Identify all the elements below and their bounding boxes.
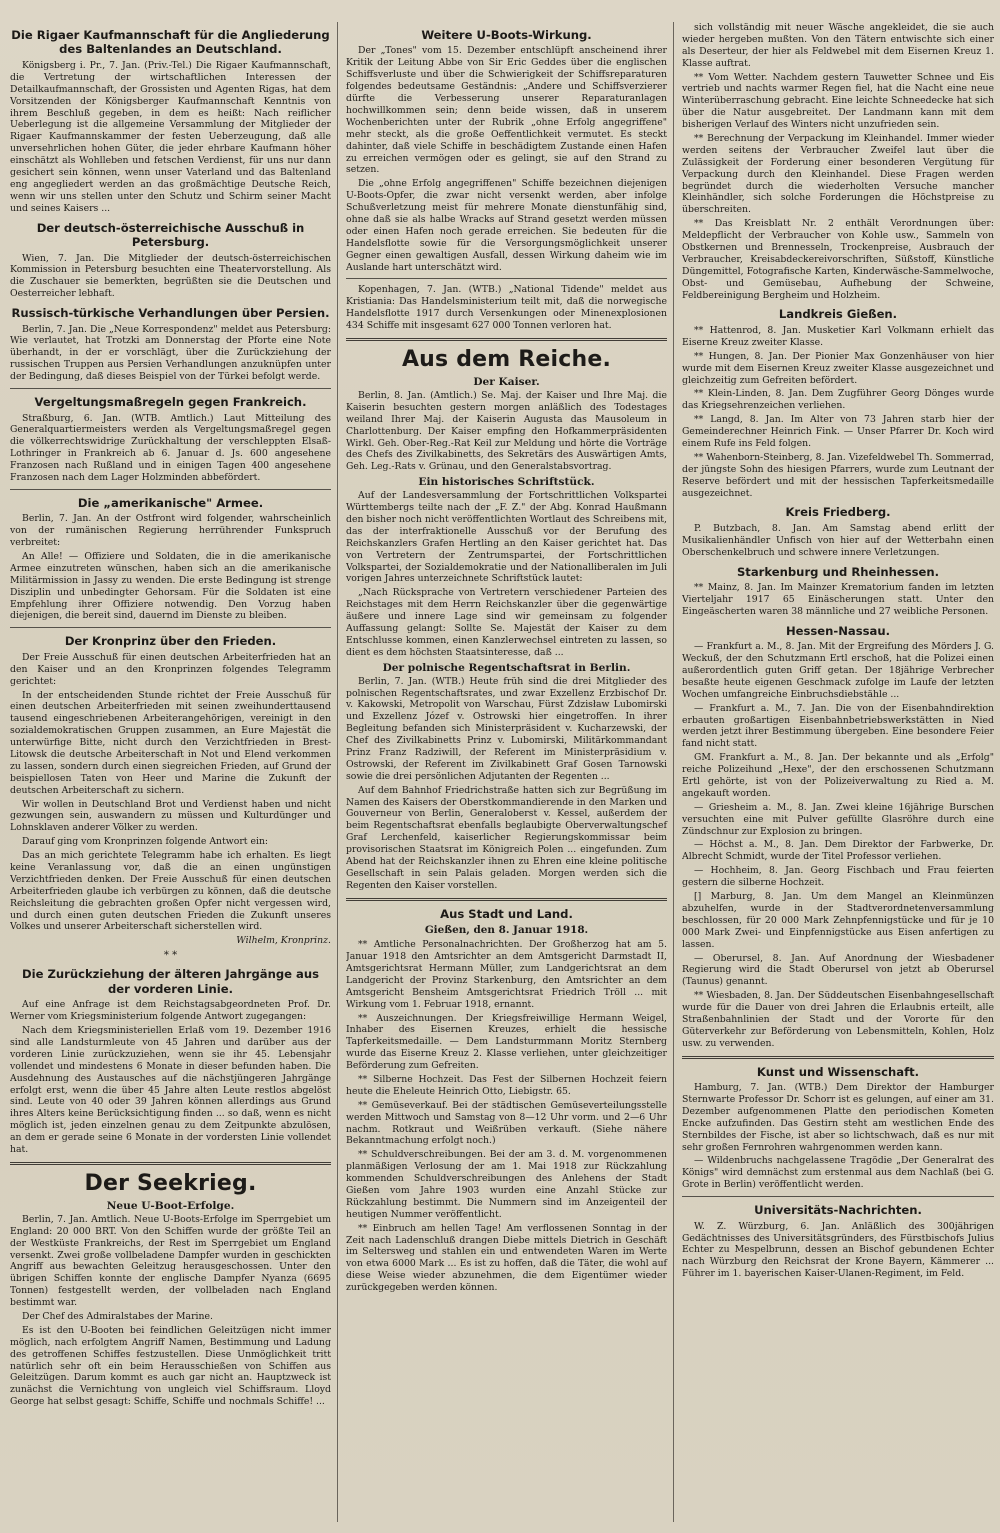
article-headline: Die Rigaer Kaufmannschaft für die Angliederung des Baltenlandes an Deutschland. bbox=[11, 28, 330, 57]
article-paragraph: Berlin, 7. Jan. (WTB.) Heute früh sind die drei Mitglieder des polnischen Regentschaftsrates, und zwar Exzellenz Erzbischof Dr. v. Kakowski, Metropolit von Warschau, Fürst Zdzisław Lubomirski und Exzellenz Józef v. Ostrowski hier eingetroffen. In ihrer Begleitung befanden sich Ministerpräsident v. Kucharzewski, der Chef des Zivilkabinetts Prinz v. Lubomirski, Militärkommandant Prinz Franz Radziwill, der Referent im Ministerpräsidium v. Ostrowski, der Referent im Zivilkabinett Graf Gosen Tarnowski sowie die drei persönlichen Adjutanten der Regenten ... bbox=[346, 675, 667, 782]
article-paragraph: — Höchst a. M., 8. Jan. Dem Direktor der Farbwerke, Dr. Albrecht Schmidt, wurde der Titel Professor verliehen. bbox=[682, 839, 994, 863]
article-paragraph: Berlin, 7. Jan. An der Ostfront wird folgender, wahrscheinlich von der rumänischen Regierung herrührender Funkspruch verbreitet: bbox=[10, 513, 331, 549]
article-headline: Der Kronprinz über den Frieden. bbox=[64, 634, 277, 649]
divider bbox=[346, 278, 667, 279]
article-paragraph: In der entscheidenden Stunde richtet der Freie Ausschuß für einen deutschen Arbeiterfrieden mit seinen zweihunderttausend tausend eingeschriebenen Arbeiterangehörigen, vereinigt in den sozialdemokratischen Gruppen zusammen, an Eure Majestät die unterwürfige Bitte, nicht durch den Verzichtfrieden in Brest-Litowsk die deutsche Arbeiterschaft in Not und Elend verkommen zu lassen, sondern durch einen siegreichen Frieden, auf Grund der beispiellosen Taten von Heer und Marine die Zukunft der deutschen Arbeiterschaft zu sichern. bbox=[10, 689, 331, 796]
article-subheadline: Der Kaiser. bbox=[473, 375, 540, 388]
article-paragraph: ** Schuldverschreibungen. Bei der am 3. d. M. vorgenommenen planmäßigen Verlosung der am 1. Mai 1918 zur Rückzahlung kommenden Schuldverschreibungen des Anlehens der Stadt Gießen vom Jahre 1903 wurden eine Anzahl Stücke zur Rückzahlung bestimmt. Die Nummern sind im Anzeigenteil der heutigen Nummer veröffentlicht. bbox=[346, 1149, 667, 1220]
article-paragraph: — Frankfurt a. M., 8. Jan. Mit der Ergreifung des Mörders J. G. Weckuß, der den Schutzmann Ertl erschoß, hat die Polizei einen außerordentlich guten Griff getan. Der 18jährige Verbrecher besaßte heute eigenen Geschmack zufolge im Laufe der letzten Wochen umfangreiche Einbruchsdiebstähle ... bbox=[682, 641, 994, 700]
article-subheadline: Der polnische Regentschaftsrat in Berlin. bbox=[382, 661, 631, 674]
signature: Wilhelm, Kronprinz. bbox=[236, 935, 331, 947]
article-headline: Aus Stadt und Land. bbox=[440, 906, 573, 921]
double-divider bbox=[10, 1162, 331, 1165]
article-paragraph: Nach dem Kriegsministeriellen Erlaß vom 19. Dezember 1916 sind alle Landsturmleute von 45 Jahren und darüber aus der vorderen Linie zurückzuziehen, wenn sie ihr 45. Lebensjahr vollendet und mindestens 6 Monate in dieser befunden haben. Die Ausdehnung des Austausches auf die nächstjüngeren Jahrgänge erfolgt erst, wenn die über 45 Jahre alten Leute restlos abgelöst sind. Leute von 40 oder 39 Jahren können allerdings aus Grund ihres Alters keine Berücksichtigung finden ... so daß, wenn es nicht möglich ist, jeden einzelnen genau zu dem Zeitpunkte abzulösen, an dem er gerade seine 6 Monate in der vordersten Linie vollendet hat. bbox=[10, 1025, 331, 1155]
divider bbox=[10, 489, 331, 490]
article-paragraph: Kopenhagen, 7. Jan. (WTB.) „National Tidende" meldet aus Kristiania: Das Handelsministerium teilt mit, daß die norwegische Handelsflotte 1917 durch Versenkungen oder Minenexplosionen 434 Schiffe mit insgesamt 627 000 Tonnen verloren hat. bbox=[346, 284, 667, 332]
article-paragraph: — Frankfurt a. M., 7. Jan. Die von der Eisenbahndirektion erbauten großartigen Eisenbahnbetriebswerkstätten in Nied werden jetzt ihrer Bestimmung übergeben. Eine besondere Feier fand nicht statt. bbox=[682, 702, 994, 750]
column-middle bbox=[346, 22, 674, 1522]
article-paragraph: Das an mich gerichtete Telegramm habe ich erhalten. Es liegt keine Veranlassung vor, daß die an einen ungünstigen Verzichtfrieden denken. Der Freie Ausschuß für einen deutschen Arbeiterfrieden glaube ich verbürgen zu können, daß die deutsche Reichsleitung die gebrachten großen Opfer nicht vergessen wird, und durch einen guten deutschen Frieden die Zukunft unseres Volkes und unserer Arbeiterschaft sicherstellen wird. bbox=[10, 850, 331, 933]
article-paragraph: ** Silberne Hochzeit. Das Fest der Silbernen Hochzeit feiern heute die Eheleute Heinrich Otto, Liebigstr. 65. bbox=[346, 1073, 667, 1097]
article-paragraph: ** Gemüseverkauf. Bei der städtischen Gemüseverteilungsstelle werden Mittwoch und Samstag von 8—12 Uhr vorm. und 2—6 Uhr nachm. Rotkraut und Weißrüben verkauft. (Siehe nähere Bekanntmachung erfolgt noch.) bbox=[346, 1099, 667, 1147]
article-paragraph: Wir wollen in Deutschland Brot und Verdienst haben und nicht gezwungen sein, auswandern zu müssen und Kulturdünger und Lohnsklaven anderer Völker zu werden. bbox=[10, 798, 331, 834]
article-paragraph: Es ist den U-Booten bei feindlichen Geleitzügen nicht immer möglich, nach erfolgtem Angriff Namen, Bestimmung und Ladung des getroffenen Schiffes festzustellen. Diese Unmöglichkeit tritt natürlich sehr oft ein beim Herausschießen von Schiffen aus Geleitzügen. Darum kommt es auch gar nicht an. Hauptzweck ist zunächst die Vernichtung von ungleich viel Schiffsraum. Lloyd George hat selbst gesagt: Schiffe, Schiffe und nochmals Schiffe! ... bbox=[10, 1324, 331, 1408]
double-divider bbox=[682, 1056, 994, 1059]
separator-stars: * * bbox=[163, 950, 178, 962]
article-paragraph: Die „ohne Erfolg angegriffenen" Schiffe bezeichnen diejenigen U-Boots-Opfer, die zwar nicht versenkt werden, aber infolge Schußverletzung meist für mehrere Monate dienstunfähig sind, ohne daß sie als halbe Wracks auf Strand gesetzt werden müssen oder einen Hafen noch gerade erreichen. Sie bedeuten für die Handelsflotte sowie für die Versorgungsmöglichkeit unserer Gegner einen gewaltigen Ausfall, dessen Wirkung daheim wie im Auslande hart unterschätzt wird. bbox=[346, 178, 667, 273]
article-subheadline: Neue U-Boot-Erfolge. bbox=[106, 1199, 235, 1212]
article-headline: Landkreis Gießen. bbox=[778, 307, 898, 322]
article-paragraph: sich vollständig mit neuer Wäsche angekleidet, die sie auch wieder hergeben mußten. Von den Tätern entwischte sich einer als Deserteur, der hier als Feldwebel mit dem Eisernen Kreuz 1. Klasse auftrat. bbox=[682, 22, 994, 69]
article-paragraph: Königsberg i. Pr., 7. Jan. (Priv.-Tel.) Die Rigaer Kaufmannschaft, die Vertretung der wirtschaftlichen Interessen der Detailkaufmannschaft, der Grossisten und Agenten Rigas, hat dem Vorsitzenden der Königsberger Kaufmannschaft Kenntnis von ihrem Beschluß gegeben, in dem es heißt: Nach reiflicher Ueberlegung ist die allgemeine Versammlung der Mitglieder der Rigaer Kaufmannskammer der festen Ueberzeugung, daß alle unversehrlichen hohen Güter, die jeder ehrbare Kaufmann höher einschätzt als Wohlleben und fetschen Verdienst, für uns nur dann gesichert sein können, wenn unser Vaterland und das Baltenland eng angegliedert werden an das großmächtige Deutsche Reich, wenn wir uns stellen unter den Schutz und Schirm seiner Macht und seines Kaisers ... bbox=[10, 59, 331, 214]
article-paragraph: ** Klein-Linden, 8. Jan. Dem Zugführer Georg Dönges wurde das Kriegsehrenzeichen verliehen. bbox=[682, 388, 994, 412]
article-paragraph: Berlin, 7. Jan. Amtlich. Neue U-Boots-Erfolge im Sperrgebiet um England: 20 000 BRT. Von den Schiffen wurde der größte Teil an der Westküste Frankreichs, der Rest im Sperrgebiet um England versenkt. Zwei große vollbeladene Dampfer wurden in geschickten Angriff aus bewachten Geleitzug herausgeschossen. Unter den übrigen Schiffen konnte der englische Dampfer Nyanza (6695 Tonnen) festgestellt werden, der vollbeladen nach England bestimmt war. bbox=[10, 1213, 331, 1309]
article-headline: Vergeltungsmaßregeln gegen Frankreich. bbox=[34, 395, 307, 410]
article-headline: Kreis Friedberg. bbox=[785, 505, 891, 520]
double-divider bbox=[346, 338, 667, 341]
article-headline: Hessen-Nassau. bbox=[785, 623, 891, 638]
article-paragraph: ** Wiesbaden, 8. Jan. Der Süddeutschen Eisenbahngesellschaft wurde für die Dauer von drei Jahren die Erlaubnis erteilt, alle Straßenbahnlinien der Stadt und der Vororte für den Güterverkehr zur Beförderung von Lebensmitteln, Kohlen, Holz usw. zu verwenden. bbox=[682, 990, 994, 1049]
article-headline: Universitäts-Nachrichten. bbox=[754, 1203, 922, 1218]
article-paragraph: Der „Tones" vom 15. Dezember entschlüpft anscheinend ihrer Kritik der Leitung Abbe von Sir Eric Geddes über die englischen Schiffsverluste und über die Schwierigkeit der Schiffsreparaturen folgendes bedeutsame Geständnis: „Andere und Schiffsverzierer dürfte die Verbesserung unserer Reparaturanlagen hochwillkommen sein; denn beide wissen, daß in unserem Wochenberichten unter der Rubrik „ohne Erfolg angegriffene" mehr steckt, als die große Oeffentlichkeit vermutet. Es steckt dahinter, daß viele Schiffe in beschädigtem Zustande einen Hafen zu erreichen vermögen oder es gelingt, sie auf den Strand zu setzen. bbox=[346, 45, 667, 176]
article-paragraph: Straßburg, 6. Jan. (WTB. Amtlich.) Laut Mitteilung des Generalquartiermeisters werden als Vergeltungsmaßregel gegen die völkerrechtswidrige Zurückhaltung der verschleppten Elsaß-Lothringer in Frankreich ab 6. Januar d. Js. 600 angesehene Franzosen nach Rußland und in einigen Tagen 400 angesehene Franzosen nach dem Lager Holzminden abbefördert. bbox=[10, 412, 331, 483]
article-paragraph: Auf dem Bahnhof Friedrichstraße hatten sich zur Begrüßung im Namen des Kaisers der Oberstkommandierende in den Marken und Gouverneur von Berlin, Generaloberst v. Kessel, außerdem der beim Regentschaftsrat ebenfalls beglaubigte Oberverwaltungschef Graf Lerchenfeld, kaiserlicher Regierungskommissar beim provisorischen Staatsrat im Königreich Polen ... eingefunden. Zum Abend hat der Reichskanzler ihnen zu Ehren eine kleine politische Gesellschaft in sein Palais geladen. Morgen werden sich die Regenten den Kaiser vorstellen. bbox=[346, 784, 667, 891]
article-paragraph: Berlin, 8. Jan. (Amtlich.) Se. Maj. der Kaiser und Ihre Maj. die Kaiserin besuchten gestern morgen anläßlich des Todestages weiland Ihrer Maj. der Kaiserin Augusta das Mausoleum in Charlottenburg. Der Kaiser empfing den Hofkammerpräsidenten Wirkl. Geh. Ober-Reg.-Rat Keil zur Meldung und hörte die Vorträge des Chefs des Zivilkabinetts, des Sekretärs des Auswärtigen Amts, Geh. Leg.-Rats v. Grünau, und den Generalstabsvortrag. bbox=[346, 389, 667, 473]
article-headline: Der deutsch-österreichische Ausschuß in Petersburg. bbox=[36, 220, 305, 250]
section-heading: Aus dem Reiche. bbox=[401, 346, 612, 372]
column-right bbox=[682, 22, 1000, 1522]
article-headline: Weitere U-Boots-Wirkung. bbox=[421, 28, 592, 42]
article-paragraph: ** Hattenrod, 8. Jan. Musketier Karl Volkmann erhielt das Eiserne Kreuz zweiter Klasse. bbox=[682, 324, 994, 348]
article-paragraph: Der Freie Ausschuß für einen deutschen Arbeiterfrieden hat an den Kaiser und an den Kronprinzen folgendes Telegramm gerichtet: bbox=[10, 651, 331, 687]
article-paragraph: Auf eine Anfrage ist dem Reichstagsabgeordneten Prof. Dr. Werner vom Kriegsministerium folgende Antwort zugegangen: bbox=[10, 999, 331, 1023]
article-paragraph: Wien, 7. Jan. Die Mitglieder der deutsch-österreichischen Kommission in Petersburg besuchten eine Theatervorstellung. Als die Zuschauer sie bemerkten, begrüßten sie die Deutschen und Oesterreicher lebhaft. bbox=[10, 252, 331, 300]
article-paragraph: ** Vom Wetter. Nachdem gestern Tauwetter Schnee und Eis vertrieb und nachts warmer Regen fiel, hat die Nacht eine neue Winterüberraschung gebracht. Eine leichte Schneedecke hat sich über die Natur ausgebreitet. Der Landmann kann mit dem bisherigen Verlauf des Winters nicht unzufrieden sein. bbox=[682, 71, 994, 131]
article-paragraph: ** Langd, 8. Jan. Im Alter von 73 Jahren starb hier der Gemeinderechner Heinrich Fink. — Unser Pfarrer Dr. Koch wird einem Rufe ins Feld folgen. bbox=[682, 414, 994, 449]
article-headline: Die „amerikanische" Armee. bbox=[77, 495, 264, 510]
article-paragraph: — Oberursel, 8. Jan. Auf Anordnung der Wiesbadener Regierung wird die Stadt Oberursel von jetzt ab Oberursel (Taunus) genannt. bbox=[682, 952, 994, 988]
article-paragraph: Darauf ging vom Kronprinzen folgende Antwort ein: bbox=[22, 836, 269, 848]
article-paragraph: GM. Frankfurt a. M., 8. Jan. Der bekannte und als „Erfolg" reiche Polizeihund „Hexe", der den erschossenen Schutzmann Ertl gehörte, ist von der Polizeiverwaltung zu Ried a. M. angekauft worden. bbox=[682, 752, 994, 799]
article-paragraph: ** Das Kreisblatt Nr. 2 enthält Verordnungen über: Meldepflicht der Verbraucher von Kohle usw., Sammeln von Obstkernen und Brennesseln, Trockenpreise, Ausbrauch der Verbraucher, Kreisabdeckereivorschriften, Süßstoff, Künstliche Düngemittel, Fotografische Karten, Kinderwäsche-Sammelwoche, Obst- und Gemüsebau, Aufhebung der Schweine, Feldbereinigung Bergheim und Holzheim. bbox=[682, 218, 994, 301]
article-paragraph: ** Amtliche Personalnachrichten. Der Großherzog hat am 5. Januar 1918 den Amtsrichter an dem Amtsgericht Darmstadt II, Amtsgerichtsrat Hermann Müller, zum Landgerichtsrat an dem Landgericht der Provinz Starkenburg, den Amtsrichter an dem Amtsgericht Bensheim Amtsgerichtsrat Friedrich Tröll ... mit Wirkung vom 1. Februar 1918, ernannt. bbox=[346, 939, 667, 1010]
article-paragraph: An Alle! — Offiziere und Soldaten, die in die amerikanische Armee einzutreten wünschen, haben sich an die amerikanische Militärmission in Jassy zu wenden. Die erste Bedingung ist strenge Disziplin und unbedingter Gehorsam. Für die Soldaten ist eine Empfehlung ihrer Offiziere notwendig. Den Vorzug haben diejenigen, die bereit sind, dauernd im Dienste zu bleiben. bbox=[10, 551, 331, 622]
article-paragraph: Berlin, 7. Jan. Die „Neue Korrespondenz" meldet aus Petersburg: Wie verlautet, hat Trotzki am Donnerstag der Pforte eine Note überhandt, in der er vorschlägt, über die Zurückziehung der russischen Truppen aus Persien Verhandlungen anzuknüpfen unter der Bedingung, daß dieses Beispiel von der Türkei befolgt werde. bbox=[10, 323, 331, 383]
divider bbox=[682, 1196, 994, 1197]
article-paragraph: „Nach Rücksprache von Vertretern verschiedener Parteien des Reichstages mit dem Herrn Reichskanzler über die gegenwärtige äußere und innere Lage sind wir gemeinsam zu folgender Auffassung gelangt: Sollte Se. Majestät der Kaiser zu dem Entschlusse kommen, einen Kanzlerwechsel eintreten zu lassen, so dient es dem höchsten Staatsinteresse, daß ... bbox=[346, 587, 667, 658]
article-paragraph: ** Berechnung der Verpackung im Kleinhandel. Immer wieder werden seitens der Verbraucher Zweifel laut über die Zulässigkeit der Forderung einer besonderen Vergütung für Verpackung durch den Kleinhandel. Diese Fragen werden begründet durch die wiederholten Versuche mancher Kleinhändler, sich solche Forderungen die Höchstpreise zu überschreiten. bbox=[682, 133, 994, 216]
article-paragraph: — Wildenbruchs nachgelassene Tragödie „Der Generalrat des Königs" wird demnächst zum erstenmal aus dem Nachlaß (bei G. Grote in Berlin) veröffentlicht werden. bbox=[682, 1155, 994, 1191]
divider bbox=[10, 388, 331, 389]
article-headline: Starkenburg und Rheinhessen. bbox=[736, 564, 940, 579]
article-paragraph: ** Auszeichnungen. Der Kriegsfreiwillige Hermann Weigel, Inhaber des Eisernen Kreuzes, erhielt die hessische Tapferkeitsmedaille. — Dem Landsturmmann Moritz Sternberg wurde das Eiserne Kreuz 2. Klasse verliehen, unter gleichzeitiger Beförderung zum Gefreiten. bbox=[346, 1012, 667, 1072]
column-left bbox=[10, 22, 338, 1522]
article-paragraph: W. Z. Würzburg, 6. Jan. Anläßlich des 300jährigen Gedächtnisses des Universitätsgründers, des Fürstbischofs Julius Echter zu Mespelbrunn, dessen an Bischof gebundenen Echter nach Würzburg den Reichsrat der Krone Bayern, Kämmerer ... Führer im 1. bayerischen Kaiser-Ulanen-Regiment, im Feld. bbox=[682, 1220, 994, 1280]
article-paragraph: P. Butzbach, 8. Jan. Am Samstag abend erlitt der Musikalienhändler Unfisch von hier auf der Wetterbahn einen Oberschenkelbruch und schwere innere Verletzungen. bbox=[682, 522, 994, 558]
double-divider bbox=[346, 898, 667, 901]
article-paragraph: Hamburg, 7. Jan. (WTB.) Dem Direktor der Hamburger Sternwarte Professor Dr. Schorr ist es gelungen, auf einer am 31. Dezember aufgenommenen Platte den periodischen Kometen Encke aufzufinden. Das Gestirn steht am westlichen Ende des Sternbildes der Fische, ist aber so lichtschwach, daß es nur mit sehr großen Fernrohren wahrgenommen werden kann. bbox=[682, 1082, 994, 1153]
article-subheadline: Ein historisches Schriftstück. bbox=[418, 476, 595, 489]
divider bbox=[10, 627, 331, 628]
article-headline: Russisch-türkische Verhandlungen über Persien. bbox=[11, 306, 330, 321]
article-paragraph: ** Hungen, 8. Jan. Der Pionier Max Gonzenhäuser von hier wurde mit dem Eisernen Kreuz zweiter Klasse ausgezeichnet und gleichzeitig zum Gefreiten befördert. bbox=[682, 350, 994, 386]
dateline: Gießen, den 8. Januar 1918. bbox=[424, 924, 589, 937]
section-heading: Der Seekrieg. bbox=[84, 1170, 257, 1196]
columns bbox=[10, 22, 992, 1522]
article-paragraph: ** Einbruch am hellen Tage! Am verflossenen Sonntag in der Zeit nach Ladenschluß drangen Diebe mittels Dietrich in Geschäft im Seltersweg und stahlen ein und entwendeten Waren im Werte von etwa 6000 Mark ... Es ist zu hoffen, daß die Täter, die wohl auf diese Weise wieder abzunehmen, die dem Eigentümer wieder zurückgegeben werden können. bbox=[346, 1222, 667, 1294]
article-paragraph: — Griesheim a. M., 8. Jan. Zwei kleine 16jährige Burschen versuchten eine mit Pulver gefüllte Glasröhre durch eine Zündschnur zur Explosion zu bringen. bbox=[682, 801, 994, 837]
article-headline: Kunst und Wissenschaft. bbox=[756, 1064, 920, 1079]
article-paragraph: ** Mainz, 8. Jan. Im Mainzer Krematorium fanden im letzten Vierteljahr 1917 65 Einäscherungen statt. Unter den Eingeäscherten waren 38 männliche und 27 weibliche Personen. bbox=[682, 582, 994, 617]
article-paragraph: — Hochheim, 8. Jan. Georg Fischbach und Frau feierten gestern die silberne Hochzeit. bbox=[682, 865, 994, 889]
article-paragraph: Auf der Landesversammlung der Fortschrittlichen Volkspartei Württembergs teilte nach der „F. Z." der Abg. Konrad Haußmann den bisher noch nicht veröffentlichten Wortlaut des Schreibens mit, das der interfraktionelle Ausschuß vor der Berufung des Reichskanzlers Grafen Hertling an den Kaiser gerichtet hat. Das von Vertretern der Zentrumspartei, der Fortschrittlichen Volkspartei, der Sozialdemokratie und der Nationalliberalen im Juli vorigen Jahres unterzeichnete Schriftstück lautet: bbox=[346, 490, 667, 585]
article-headline: Die Zurückziehung der älteren Jahrgänge aus der vorderen Linie. bbox=[21, 967, 320, 996]
article-paragraph: ** Wahenborn-Steinberg, 8. Jan. Vizefeldwebel Th. Sommerrad, der jüngste Sohn des hiesigen Pfarrers, wurde zum Leutnant der Reserve befördert und mit der hessischen Tapferkeitsmedaille ausgezeichnet. bbox=[682, 451, 994, 499]
article-paragraph: [] Marburg, 8. Jan. Um dem Mangel an Kleinmünzen abzuhelfen, wurde in der Stadtverordnetenversammlung beschlossen, für 20 000 Mark Zehnpfennigstücke und für je 10 000 Mark Zwei- und Einpfennigstücke aus Eisen anfertigen zu lassen. bbox=[682, 891, 994, 950]
article-paragraph: Der Chef des Admiralstabes der Marine. bbox=[22, 1310, 213, 1322]
